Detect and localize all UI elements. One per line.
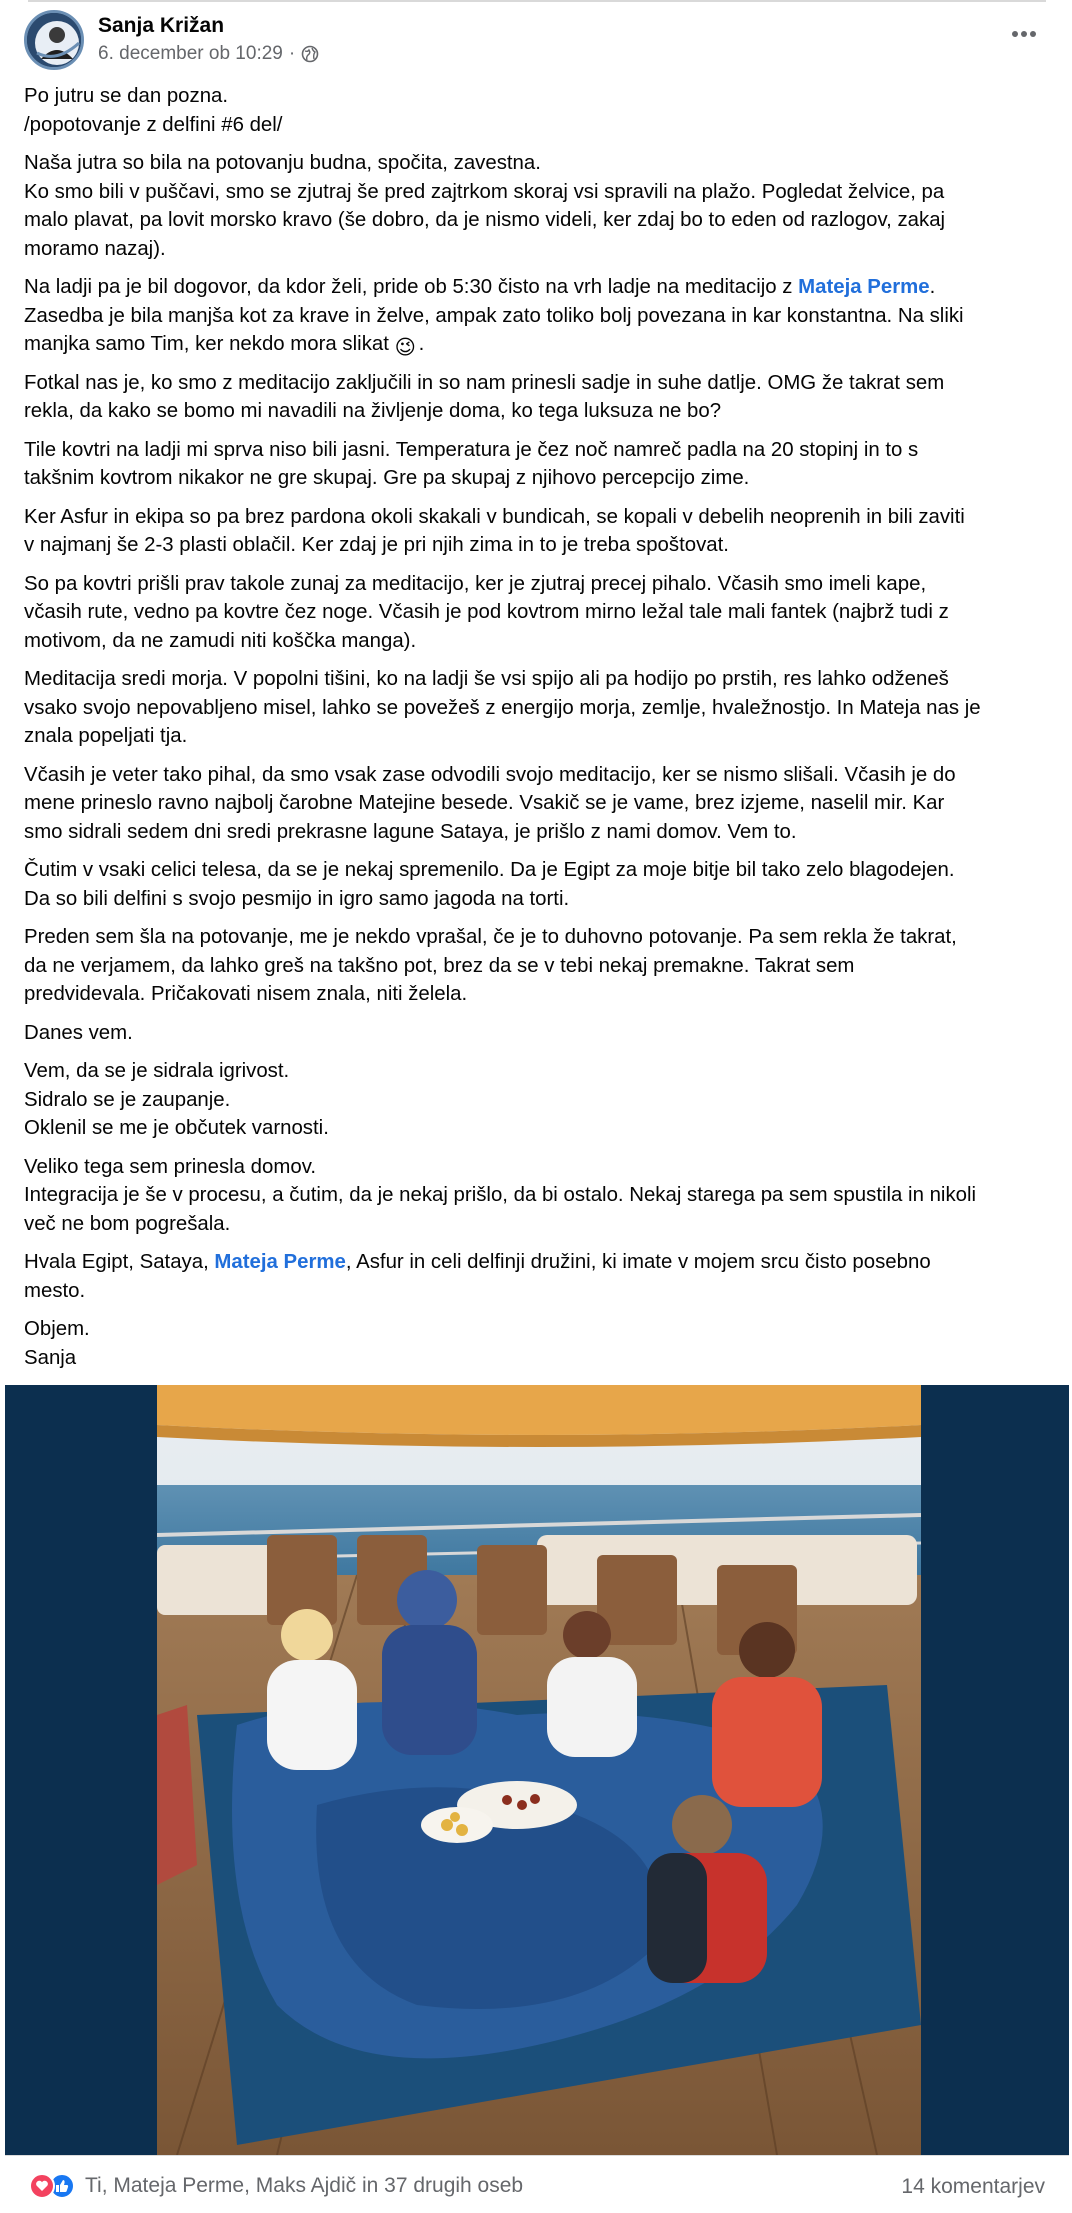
post-photo-frame[interactable] — [5, 1385, 1069, 2155]
post-paragraph — [24, 369, 1054, 426]
comments-count[interactable]: 14 komentarjev — [901, 2175, 1045, 2198]
author-name[interactable]: Sanja Križan — [98, 14, 225, 37]
post-header — [24, 10, 1048, 76]
post-line — [24, 1181, 1054, 1210]
top-divider — [28, 0, 1046, 2]
line-text: da ne verjamem, da lahko greš na takšno pot, brez da se v tebi nekaj premakne. Takrat sem — [24, 954, 855, 977]
line-text: Po jutru se dan pozna. — [24, 85, 229, 107]
post-paragraph — [24, 570, 1054, 656]
line-text: včasih rute, vedno pa kovtre čez noge. Včasih je pod kovtrom mirno ležal tale mali fantek (najbrž tudi z — [24, 601, 949, 623]
line-text: Veliko tega sem prinesla domov. — [24, 1155, 317, 1178]
line-text: Danes vem. — [24, 1021, 133, 1044]
line-text: Integracija je še v procesu, a čutim, da je nekaj prišlo, da bi ostalo. Nekaj starega pa sem spustila in nikoli — [24, 1184, 977, 1206]
line-text-after: . — [929, 276, 936, 298]
mention-link[interactable]: Mateja Perme — [798, 276, 930, 298]
line-text: vsako svojo nepovabljeno misel, lahko se povežeš z energijo morja, zemlje, hvaležnostjo. In Mateja nas je — [24, 696, 981, 719]
post-line — [24, 436, 1054, 465]
post-line — [24, 761, 1054, 790]
post-photo[interactable] — [157, 1385, 921, 2155]
line-text: takšnim kovtrom nikakor ne gre skupaj. Gre pa skupaj z njihovo percepcijo zime. — [24, 467, 750, 489]
post-line — [24, 789, 1054, 818]
mention-link[interactable]: Mateja Perme — [214, 1251, 346, 1273]
post-line — [24, 885, 1054, 914]
post-line — [24, 1114, 1054, 1143]
line-text: Čutim v vsaki celici telesa, da se je nekaj spremenilo. Da je Egipt za moje bitje bil tako zelo blagodejen. — [24, 859, 955, 881]
line-text: Naša jutra so bila na potovanju budna, spočita, zavestna. — [24, 152, 541, 174]
line-text: Fotkal nas je, ko smo z meditacijo zaključili in so nam prinesli sadje in suhe datlje. OMG že takrat sem — [24, 371, 945, 394]
post-line — [24, 1019, 1054, 1048]
post-footer — [5, 2155, 1069, 2213]
post-line — [24, 665, 1054, 694]
love-reaction-icon — [29, 2173, 55, 2199]
post-line — [24, 570, 1054, 599]
meta-separator: · — [288, 43, 296, 64]
post-line — [24, 111, 1054, 140]
post-line — [24, 1277, 1054, 1306]
post-line — [24, 627, 1054, 656]
post-line — [24, 178, 1054, 207]
post-paragraph — [24, 856, 1054, 913]
post-line — [24, 952, 1054, 981]
line-text: mene prineslo ravno najbolj čarobne Matejine besede. Vsakič se je vame, brez izjeme, naselil mir. Kar — [24, 792, 945, 814]
line-text: znala popeljati tja. — [24, 725, 188, 747]
line-text: /popotovanje z delfini #6 del/ — [24, 113, 283, 136]
post-line — [24, 1057, 1054, 1086]
post-line — [24, 722, 1054, 751]
line-text: v najmanj še 2-3 plasti oblačil. Ker zdaj je pri njih zima in to je treba spoštovat. — [24, 534, 729, 556]
line-text: Ker Asfur in ekipa so pa brez pardona okoli skakali v bundicah, se kopali v debelih neoprenih in bili zaviti — [24, 505, 965, 528]
post-paragraph — [24, 273, 1054, 359]
post-paragraph — [24, 1315, 1054, 1372]
post-line — [24, 1248, 1054, 1277]
post-line — [24, 503, 1054, 532]
globe-icon[interactable] — [301, 45, 319, 63]
line-text: Objem. — [24, 1318, 90, 1340]
line-text: Vem, da se je sidrala igrivost. — [24, 1060, 290, 1082]
line-text: Preden sem šla na potovanje, me je nekdo vprašal, če je to duhovno potovanje. Pa sem rekla že takrat, — [24, 926, 957, 948]
post-line — [24, 1344, 1054, 1373]
post-line — [24, 1086, 1054, 1115]
post-line — [24, 273, 1054, 302]
post-line — [24, 598, 1054, 627]
line-text: Hvala Egipt, Sataya, — [24, 1251, 215, 1273]
line-text: Sanja — [24, 1346, 77, 1369]
line-text: Zasedba je bila manjša kot za krave in želve, ampak zato toliko bolj povezana in kar konstantna. Na sliki — [24, 304, 964, 327]
post-meta — [98, 43, 319, 65]
line-text-after: . — [418, 333, 425, 355]
line-text-after: , Asfur in celi delfinji družini, ki imate v mojem srcu čisto posebno — [345, 1251, 931, 1273]
post-line — [24, 856, 1054, 885]
author-avatar[interactable] — [24, 10, 84, 70]
post-paragraph — [24, 436, 1054, 493]
post-paragraph — [24, 82, 1054, 139]
post-line — [24, 206, 1054, 235]
post-paragraph — [24, 149, 1054, 263]
line-text: rekla, da kako se bomo mi navadili na življenje doma, ko tega luksuza ne bo? — [24, 400, 722, 422]
post-line — [24, 302, 1054, 331]
post-line — [24, 235, 1054, 264]
post-line — [24, 82, 1054, 111]
post-line — [24, 1210, 1054, 1239]
line-text: smo sidrali sedem dni sredi prekrasne lagune Sataya, je prišlo z nami domov. Vem to. — [24, 820, 797, 843]
post-paragraph — [24, 923, 1054, 1009]
line-text: moramo nazaj). — [24, 237, 166, 260]
line-text: Meditacija sredi morja. V popolni tišini, ko na ladji še vsi spijo ali pa hodijo po prstih, res lahko odženeš — [24, 668, 949, 690]
post-paragraph — [24, 665, 1054, 751]
post-paragraph — [24, 761, 1054, 847]
line-text: Oklenil se me je občutek varnosti. — [24, 1117, 329, 1139]
post-paragraph — [24, 1153, 1054, 1239]
post-paragraph — [24, 1019, 1054, 1048]
line-text: malo plavat, pa lovit morsko kravo (še dobro, da je nismo videli, ker zdaj bo to eden od razlogov, zakaj — [24, 209, 946, 231]
post-line — [24, 397, 1054, 426]
line-text: več ne bom pogrešala. — [24, 1212, 231, 1235]
line-text: Ko smo bili v puščavi, smo se zjutraj še pred zajtrkom skoraj vsi spravili na plažo. Pogledat želvice, pa — [24, 180, 945, 203]
line-text: mesto. — [24, 1279, 86, 1302]
line-text: predvidevala. Pričakovati nisem znala, niti želela. — [24, 983, 468, 1005]
more-options-icon[interactable] — [1004, 20, 1044, 48]
post-line — [24, 694, 1054, 723]
line-text: Tile kovtri na ladji mi sprva niso bili jasni. Temperatura je čez noč namreč padla na 20 stopinj in to s — [24, 438, 919, 461]
reactions-summary[interactable] — [29, 2173, 523, 2199]
post-line — [24, 464, 1054, 493]
post-line — [24, 818, 1054, 847]
line-text: Sidralo se je zaupanje. — [24, 1088, 231, 1111]
post-line — [24, 923, 1054, 952]
post-paragraph — [24, 1057, 1054, 1143]
post-line — [24, 369, 1054, 398]
post-paragraph — [24, 503, 1054, 560]
line-text: manjka samo Tim, ker nekdo mora slikat — [24, 333, 395, 355]
line-text: motivom, da ne zamudi niti koščka manga). — [24, 629, 417, 652]
post-line — [24, 980, 1054, 1009]
post-paragraph — [24, 1248, 1054, 1305]
post-line — [24, 1315, 1054, 1344]
post-line — [24, 531, 1054, 560]
line-text: Da so bili delfini s svojo pesmijo in igro samo jagoda na torti. — [24, 887, 570, 910]
post-timestamp[interactable]: 6. december ob 10:29 — [98, 43, 283, 64]
post-line — [24, 149, 1054, 178]
line-text: So pa kovtri prišli prav takole zunaj za meditacijo, ker je zjutraj precej pihalo. Včasih smo imeli kape, — [24, 572, 927, 595]
post-line — [24, 330, 1054, 359]
reactions-text[interactable]: Ti, Mateja Perme, Maks Ajdič in 37 drugih oseb — [85, 2174, 524, 2197]
post-text — [24, 82, 1054, 1382]
wink-emoji-icon: 😉 — [394, 337, 416, 359]
line-text: Na ladji pa je bil dogovor, da kdor želi, pride ob 5:30 čisto na vrh ladje na meditacijo z — [24, 276, 799, 298]
line-text: Včasih je veter tako pihal, da smo vsak zase odvodili svojo meditacijo, ker se nismo slišali. Včasih je do — [24, 763, 956, 786]
post-line — [24, 1153, 1054, 1182]
